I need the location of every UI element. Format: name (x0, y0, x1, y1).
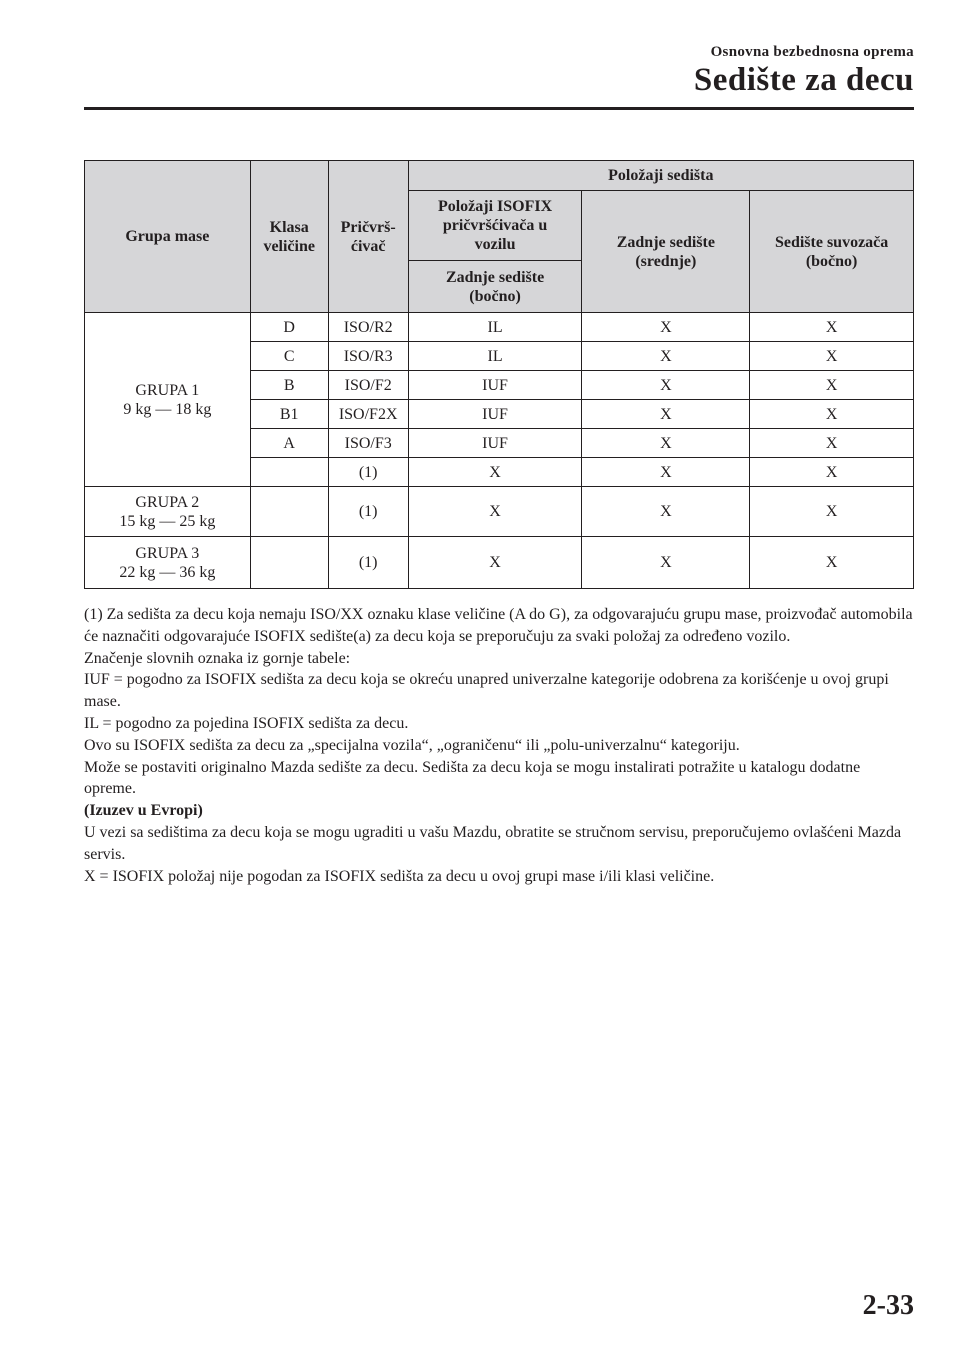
header-positions: Položaji sedišta (408, 161, 913, 191)
page-title: Sedište za decu (693, 62, 914, 98)
note-paragraph: IL = pogodno za pojedina ISOFIX sedišta za decu. (84, 714, 409, 732)
table-cell: ISO/R3 (328, 342, 408, 371)
table-cell: ISO/F3 (328, 429, 408, 458)
header-group: Grupa mase (85, 161, 251, 313)
header-fixture: Pričvrš- ćivač (328, 161, 408, 313)
table-cell: X (750, 458, 914, 487)
table-cell: X (582, 400, 750, 429)
header-rear-side: Zadnje sedište (bočno) (408, 261, 582, 313)
table-cell: X (750, 429, 914, 458)
isofix-table (84, 160, 914, 589)
table-cell: IUF (408, 371, 582, 400)
header-divider (84, 107, 914, 110)
table-cell: ISO/F2 (328, 371, 408, 400)
note-paragraph: IUF = pogodno za ISOFIX sedišta za decu koja se okreću unapred univerzalne kategorije odobrena za korišćenje u ovoj grupi mase. (84, 671, 889, 711)
table-notes (84, 604, 914, 887)
note-heading: (Izuzev u Evropi) (84, 802, 203, 820)
table-cell: X (750, 371, 914, 400)
header-rear-center: Zadnje sedište (srednje) (582, 191, 750, 313)
note-paragraph: X = ISOFIX položaj nije pogodan za ISOFIX sedišta za decu u ovoj grupi mase i/ili klasi veličine. (84, 867, 715, 885)
header-class: Klasa veličine (250, 161, 328, 313)
table-cell: X (582, 458, 750, 487)
table-cell: X (750, 487, 914, 537)
table-cell: B1 (250, 400, 328, 429)
table-cell: ISO/F2X (328, 400, 408, 429)
header-passenger: Sedište suvozača (bočno) (750, 191, 914, 313)
table-cell: ISO/R2 (328, 313, 408, 342)
table-cell: D (250, 313, 328, 342)
table-cell: (1) (328, 537, 408, 589)
table-cell: (1) (328, 458, 408, 487)
group1-label: GRUPA 1 9 kg — 18 kg (85, 313, 251, 487)
table-cell (250, 537, 328, 589)
table-cell: IL (408, 342, 582, 371)
group2-label: GRUPA 2 15 kg — 25 kg (85, 487, 251, 537)
table-cell: IL (408, 313, 582, 342)
table-cell: X (408, 487, 582, 537)
table-cell: X (582, 487, 750, 537)
table-cell: A (250, 429, 328, 458)
note-paragraph: Značenje slovnih oznaka iz gornje tabele: (84, 649, 351, 667)
table-cell: X (408, 537, 582, 589)
table-cell: X (582, 537, 750, 589)
table-cell: X (582, 342, 750, 371)
table-cell (250, 458, 328, 487)
table-cell: IUF (408, 429, 582, 458)
note-paragraph: (1) Za sedišta za decu koja nemaju ISO/XX oznaku klase veličine (A do G), za odgovarajuću grupu mase, proizvođač automobila će naznačiti odgovarajuće ISOFIX sedište(a) za decu koja se preporučuju za svaki položaj za određeno vozilo. (84, 606, 913, 645)
table-cell (250, 487, 328, 537)
group3-label: GRUPA 3 22 kg — 36 kg (85, 537, 251, 589)
note-paragraph: Može se postaviti originalno Mazda sedište za decu. Sedišta za decu koja se mogu instalirati potražite u katalogu dodatne opreme. (84, 758, 861, 798)
page-number: 2-33 (862, 1290, 914, 1321)
table-cell: X (750, 400, 914, 429)
table-cell: C (250, 342, 328, 371)
table-cell: (1) (328, 487, 408, 537)
table-cell: X (408, 458, 582, 487)
header-isofix-positions: Položaji ISOFIX pričvršćivača u vozilu (408, 191, 582, 261)
table-cell: X (582, 371, 750, 400)
note-paragraph: Ovo su ISOFIX sedišta za decu za „specijalna vozila“, „ograničenu“ ili „polu-univerzalnu“ kategoriju. (84, 736, 740, 754)
table-cell: X (582, 429, 750, 458)
table-cell: X (750, 342, 914, 371)
table-cell: X (750, 537, 914, 589)
section-label: Osnovna bezbednosna oprema (710, 44, 914, 60)
table-cell: X (750, 313, 914, 342)
table-cell: X (582, 313, 750, 342)
note-paragraph: U vezi sa sedištima za decu koja se mogu ugraditi u vašu Mazdu, obratite se stručnom servisu, preporučujemo ovlašćeni Mazda servis. (84, 823, 902, 863)
table-cell: IUF (408, 400, 582, 429)
table-cell: B (250, 371, 328, 400)
